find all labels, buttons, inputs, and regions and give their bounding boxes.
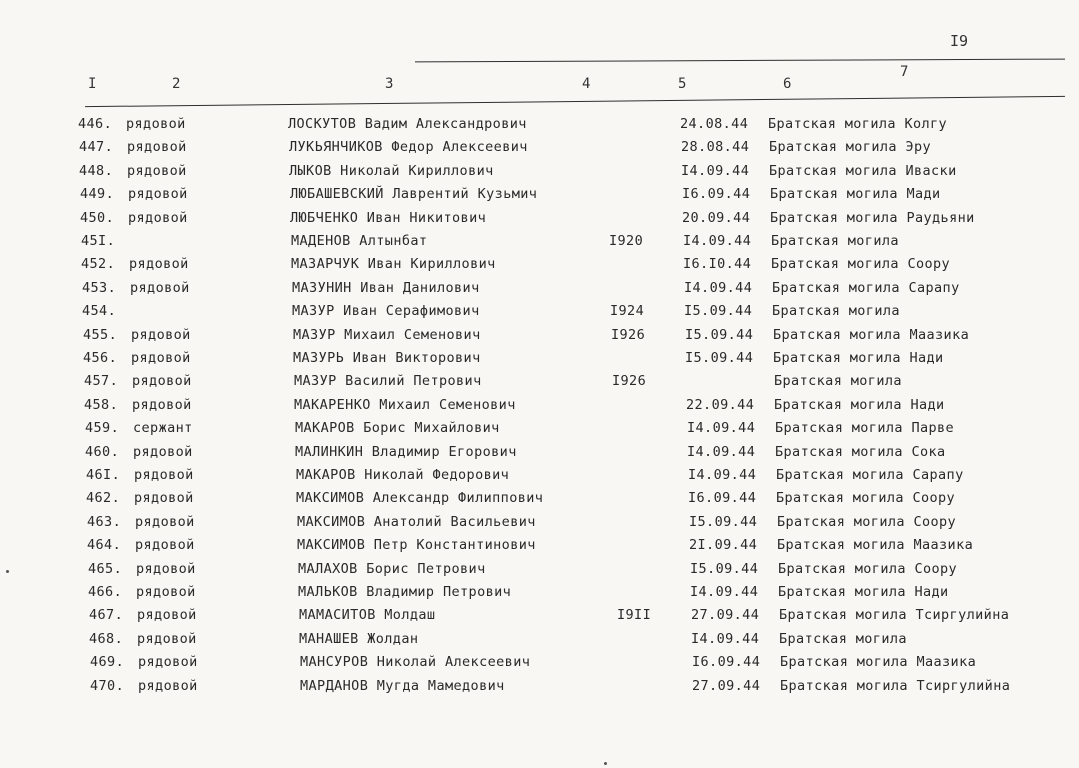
- record-name: МАЗУНИН Иван Данилович: [292, 279, 480, 296]
- record-name: МАРДАНОВ Мугда Мамедович: [300, 677, 505, 694]
- record-date-of-death: I4.09.44: [683, 233, 752, 249]
- record-number: 449.: [80, 186, 115, 203]
- table-row: [6, 397, 1079, 417]
- record-burial-place: Братская могила Нади: [774, 396, 945, 413]
- record-name: МАКАРОВ Николай Федорович: [296, 467, 510, 483]
- table-row: [12, 678, 1079, 698]
- record-burial-place: Братская могила Сарапу: [772, 279, 960, 296]
- record-date-of-death: 24.08.44: [680, 116, 749, 132]
- record-date-of-death: I5.09.44: [684, 303, 753, 320]
- record-number: 455.: [83, 326, 118, 343]
- column-number-7: 7: [900, 64, 909, 80]
- table-row: [6, 373, 1079, 393]
- record-rank: рядовой: [127, 162, 187, 179]
- record-number: 462.: [86, 490, 121, 507]
- table-row: [2, 186, 1079, 206]
- record-number: 447.: [79, 139, 114, 156]
- record-rank: рядовой: [134, 490, 194, 507]
- record-date-of-death: 22.09.44: [686, 396, 755, 413]
- record-name: МАНАШЕВ Жолдан: [299, 630, 419, 647]
- record-burial-place: Братская могила: [774, 373, 902, 390]
- table-row: [4, 280, 1079, 300]
- record-date-of-death: I5.09.44: [685, 350, 754, 366]
- record-date-of-death: I4.09.44: [688, 467, 757, 483]
- record-burial-place: Братская могила Нади: [778, 584, 949, 600]
- record-burial-place: Братская могила Раудьяни: [770, 209, 975, 226]
- record-rank: рядовой: [129, 256, 189, 273]
- record-number: 448.: [79, 162, 114, 179]
- table-row: [7, 420, 1079, 440]
- record-date-of-death: I4.09.44: [691, 630, 760, 647]
- record-burial-place: Братская могила: [779, 630, 907, 647]
- record-rank: рядовой: [131, 326, 191, 343]
- record-date-of-death: I4.09.44: [684, 279, 753, 296]
- record-date-of-death: I6.09.44: [692, 654, 761, 671]
- column-number-2: 2: [172, 76, 181, 92]
- record-date-of-death: I4.09.44: [687, 420, 756, 437]
- record-number: 466.: [88, 584, 123, 600]
- record-rank: рядовой: [128, 209, 188, 226]
- record-date-of-death: I6.09.44: [682, 186, 751, 203]
- table-row: [7, 444, 1079, 464]
- table-row: [2, 210, 1079, 230]
- record-rank: рядовой: [126, 116, 186, 132]
- record-date-of-death: 2I.09.44: [689, 537, 758, 554]
- record-rank: рядовой: [127, 139, 187, 156]
- column-number-6: 6: [783, 76, 792, 92]
- record-date-of-death: I4.09.44: [687, 443, 756, 460]
- table-row: [1, 163, 1079, 183]
- record-date-of-death: I5.09.44: [690, 560, 759, 577]
- record-date-of-death: I6.I0.44: [683, 256, 752, 273]
- ink-speck: [604, 762, 607, 765]
- record-burial-place: Братская могила Тсиргулийна: [780, 677, 1011, 694]
- record-birth-year: I926: [612, 373, 647, 390]
- table-row: [8, 490, 1079, 510]
- record-name: МАЛАХОВ Борис Петрович: [298, 560, 486, 577]
- record-date-of-death: I4.09.44: [681, 162, 750, 179]
- record-number: 458.: [84, 396, 119, 413]
- record-burial-place: Братская могила: [771, 233, 899, 249]
- record-rank: рядовой: [136, 560, 196, 577]
- page-number: I9: [950, 32, 969, 50]
- table-row: [12, 654, 1079, 674]
- record-burial-place: Братская могила Мади: [770, 186, 941, 203]
- record-burial-place: Братская могила Соору: [771, 256, 951, 273]
- record-name: МАКАРЕНКО Михаил Семенович: [294, 396, 516, 413]
- record-burial-place: Братская могила Эру: [769, 139, 932, 156]
- table-row: [9, 537, 1079, 557]
- table-row: [4, 303, 1079, 323]
- record-burial-place: Братская могила Маазика: [773, 326, 970, 343]
- record-birth-year: I924: [610, 303, 645, 320]
- record-name: МАДЕНОВ Алтынбат: [291, 233, 428, 249]
- record-rank: рядовой: [136, 584, 196, 600]
- table-row: [10, 584, 1079, 604]
- record-burial-place: Братская могила Сарапу: [776, 467, 964, 483]
- column-number-1: I: [88, 76, 97, 92]
- record-number: 454.: [82, 303, 117, 320]
- record-burial-place: Братская могила Соору: [778, 560, 958, 577]
- column-number-4: 4: [582, 76, 591, 92]
- record-burial-place: Братская могила Нади: [773, 350, 944, 366]
- table-row: [5, 327, 1079, 347]
- record-number: 467.: [89, 607, 124, 624]
- record-name: ЛЮБАШЕВСКИЙ Лаврентий Кузьмич: [290, 186, 538, 203]
- record-burial-place: Братская могила Иваски: [769, 162, 957, 179]
- record-name: ЛУКЬЯНЧИКОВ Федор Алексеевич: [289, 139, 528, 156]
- record-burial-place: Братская могила Парве: [775, 420, 955, 437]
- record-name: МАЛЬКОВ Владимир Петрович: [298, 584, 512, 600]
- record-number: 456.: [83, 350, 118, 366]
- record-name: МАКСИМОВ Анатолий Васильевич: [297, 513, 536, 530]
- record-date-of-death: I4.09.44: [690, 584, 759, 600]
- record-date-of-death: 27.09.44: [691, 607, 760, 624]
- record-birth-year: I9II: [617, 607, 652, 624]
- record-burial-place: Братская могила Маазика: [777, 537, 974, 554]
- record-burial-place: Братская могила Тсиргулийна: [779, 607, 1010, 624]
- table-row: [5, 350, 1079, 370]
- record-rank: рядовой: [133, 443, 193, 460]
- table-row: [8, 467, 1079, 487]
- record-burial-place: Братская могила Сока: [775, 443, 946, 460]
- record-name: МАНСУРОВ Николай Алексеевич: [300, 654, 531, 671]
- record-name: МАЗУР Василий Петрович: [294, 373, 482, 390]
- table-row: [3, 256, 1079, 276]
- table-row: [11, 607, 1079, 627]
- record-name: ЛЮБЧЕНКО Иван Никитович: [290, 209, 487, 226]
- record-number: 465.: [88, 560, 123, 577]
- record-number: 459.: [85, 420, 120, 437]
- record-rank: рядовой: [132, 396, 192, 413]
- column-number-3: 3: [385, 76, 394, 92]
- record-number: 469.: [90, 654, 125, 671]
- record-name: МАМАСИТОВ Молдаш: [299, 607, 436, 624]
- record-name: ЛОСКУТОВ Вадим Александрович: [288, 116, 527, 132]
- record-rank: сержант: [133, 420, 193, 437]
- record-number: 46I.: [86, 467, 121, 483]
- record-date-of-death: I5.09.44: [689, 513, 758, 530]
- record-number: 463.: [87, 513, 122, 530]
- record-rank: рядовой: [135, 537, 195, 554]
- record-number: 450.: [80, 209, 115, 226]
- record-burial-place: Братская могила Соору: [776, 490, 956, 507]
- record-name: МАЗУР Михаил Семенович: [293, 326, 481, 343]
- ink-speck: [6, 570, 9, 573]
- record-number: 453.: [82, 279, 117, 296]
- record-name: МАКСИМОВ Александр Филиппович: [296, 490, 544, 507]
- record-name: МАЗАРЧУК Иван Кириллович: [291, 256, 496, 273]
- record-rank: рядовой: [134, 467, 194, 483]
- record-rank: рядовой: [138, 677, 198, 694]
- record-name: МАКСИМОВ Петр Константинович: [297, 537, 536, 554]
- record-rank: рядовой: [137, 630, 197, 647]
- record-name: МАЛИНКИН Владимир Егорович: [295, 443, 517, 460]
- record-rank: рядовой: [138, 654, 198, 671]
- record-rank: рядовой: [132, 373, 192, 390]
- record-number: 45I.: [81, 233, 116, 249]
- record-rank: рядовой: [137, 607, 197, 624]
- record-number: 470.: [90, 677, 125, 694]
- record-date-of-death: 28.08.44: [681, 139, 750, 156]
- record-number: 468.: [89, 630, 124, 647]
- record-number: 464.: [87, 537, 122, 554]
- record-number: 460.: [85, 443, 120, 460]
- record-name: ЛЫКОВ Николай Кириллович: [289, 162, 494, 179]
- record-burial-place: Братская могила Колгу: [768, 116, 948, 132]
- record-rank: рядовой: [128, 186, 188, 203]
- record-date-of-death: 27.09.44: [692, 677, 761, 694]
- table-row: [3, 233, 1079, 253]
- record-number: 452.: [81, 256, 116, 273]
- record-rank: рядовой: [130, 279, 190, 296]
- record-date-of-death: I6.09.44: [688, 490, 757, 507]
- record-date-of-death: I5.09.44: [685, 326, 754, 343]
- table-row: [0, 116, 1079, 136]
- record-birth-year: I920: [609, 233, 644, 249]
- column-number-5: 5: [678, 76, 687, 92]
- record-burial-place: Братская могила: [772, 303, 900, 320]
- table-row: [10, 561, 1079, 581]
- table-row: [1, 139, 1079, 159]
- record-rank: рядовой: [135, 513, 195, 530]
- record-rank: рядовой: [131, 350, 191, 366]
- record-name: МАЗУР Иван Серафимович: [292, 303, 480, 320]
- record-name: МАКАРОВ Борис Михайлович: [295, 420, 500, 437]
- record-burial-place: Братская могила Соору: [777, 513, 957, 530]
- record-date-of-death: 20.09.44: [682, 209, 751, 226]
- record-birth-year: I926: [611, 326, 646, 343]
- table-row: [9, 514, 1079, 534]
- record-burial-place: Братская могила Маазика: [780, 654, 977, 671]
- record-number: 457.: [84, 373, 119, 390]
- record-name: МАЗУРЬ Иван Викторович: [293, 350, 481, 366]
- record-number: 446.: [78, 116, 113, 132]
- table-row: [11, 631, 1079, 651]
